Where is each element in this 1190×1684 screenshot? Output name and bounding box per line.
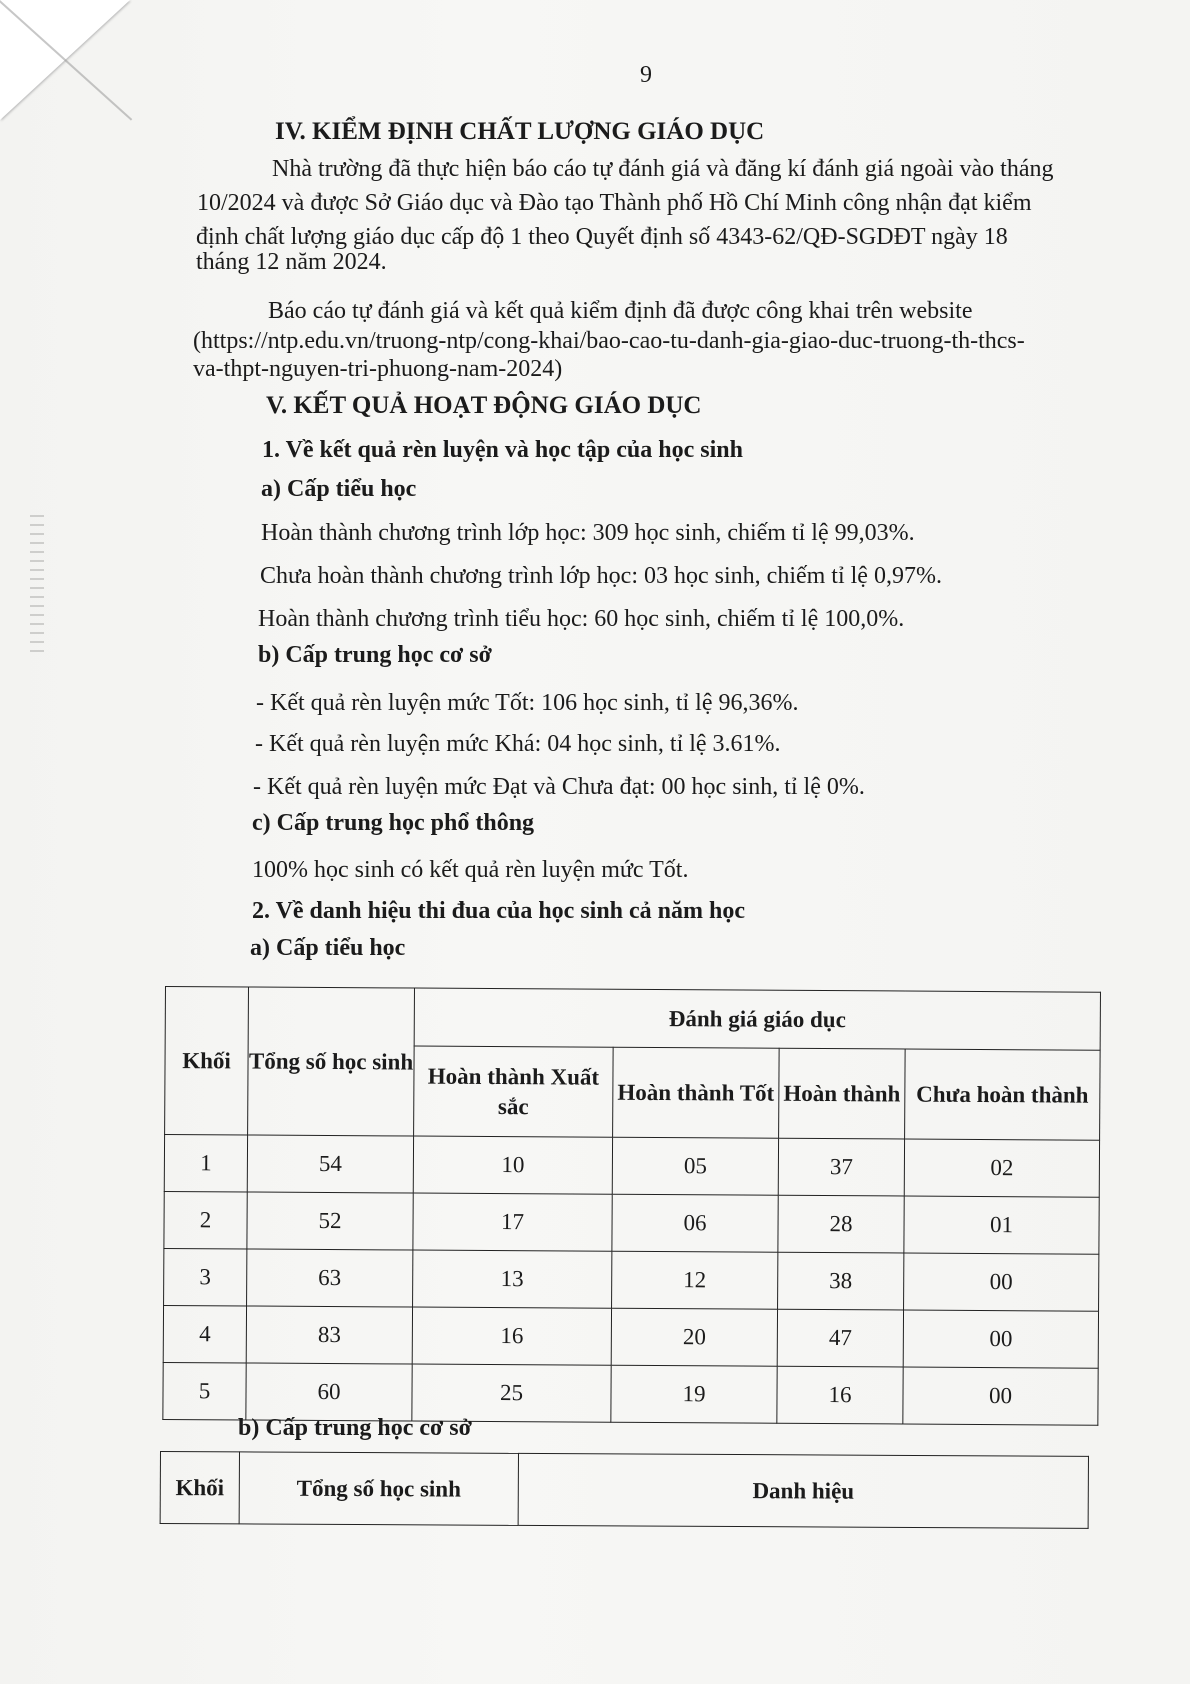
secondary-awards-table <box>160 1451 1089 1529</box>
cell-good: 19 <box>611 1365 777 1423</box>
cell-complete: 37 <box>778 1138 904 1196</box>
subsection-2a-heading: a) Cấp tiểu học <box>250 935 406 961</box>
cell-good: 05 <box>612 1137 778 1195</box>
cell-total: 54 <box>247 1135 413 1193</box>
cell-khoi: 2 <box>164 1191 247 1249</box>
cell-complete: 16 <box>777 1366 903 1424</box>
cell-good: 12 <box>612 1251 778 1309</box>
table-row <box>164 1248 1099 1311</box>
cell-khoi: 4 <box>163 1305 246 1363</box>
header-khoi: Khối <box>160 1452 239 1524</box>
cell-complete: 28 <box>778 1195 904 1253</box>
header-excellent: Hoàn thành Xuất sắc <box>414 1046 614 1137</box>
secondary-result-line3: - Kết quả rèn luyện mức Đạt và Chưa đạt: 00 học sinh, tỉ lệ 0%. <box>253 774 865 800</box>
cell-khoi: 3 <box>164 1248 247 1306</box>
cell-excellent: 16 <box>412 1307 611 1365</box>
header-khoi: Khối <box>165 987 249 1136</box>
cell-excellent: 25 <box>412 1364 611 1422</box>
high-school-result-line: 100% học sinh có kết quả rèn luyện mức Tốt. <box>252 857 689 883</box>
secondary-result-line1: - Kết quả rèn luyện mức Tốt: 106 học sinh, tỉ lệ 96,36%. <box>256 690 799 716</box>
section-iv-p1-line4: tháng 12 năm 2024. <box>196 249 387 275</box>
primary-awards-table <box>162 986 1101 1426</box>
section-iv-heading: IV. KIỂM ĐỊNH CHẤT LƯỢNG GIÁO DỤC <box>275 118 765 145</box>
subsection-1-heading: 1. Về kết quả rèn luyện và học tập của học sinh <box>262 437 743 463</box>
header-total-students: Tổng số học sinh <box>248 987 415 1136</box>
header-incomplete: Chưa hoàn thành <box>905 1049 1101 1140</box>
section-v-heading: V. KẾT QUẢ HOẠT ĐỘNG GIÁO DỤC <box>266 392 702 419</box>
cell-complete: 47 <box>777 1309 903 1367</box>
cell-khoi: 1 <box>164 1135 247 1193</box>
cell-excellent: 17 <box>413 1193 612 1251</box>
cell-khoi: 5 <box>163 1362 246 1420</box>
section-iv-p2-line3: va-thpt-nguyen-tri-phuong-nam-2024) <box>193 356 563 382</box>
header-good: Hoàn thành Tốt <box>613 1047 780 1138</box>
cell-good: 06 <box>612 1194 778 1252</box>
cell-incomplete: 00 <box>903 1367 1098 1425</box>
cell-incomplete: 00 <box>903 1310 1098 1368</box>
section-iv-p2-line2: (https://ntp.edu.vn/truong-ntp/cong-khai/bao-cao-tu-danh-gia-giao-duc-truong-th-thcs- <box>193 328 1025 354</box>
subsection-1b-heading: b) Cấp trung học cơ sở <box>258 642 492 668</box>
primary-result-line2: Chưa hoàn thành chương trình lớp học: 03 học sinh, chiếm tỉ lệ 0,97%. <box>260 563 942 589</box>
cell-good: 20 <box>611 1308 777 1366</box>
header-group-awards: Danh hiệu <box>518 1453 1088 1528</box>
binding-marks <box>30 515 44 655</box>
primary-result-line1: Hoàn thành chương trình lớp học: 309 học sinh, chiếm tỉ lệ 99,03%. <box>261 520 915 546</box>
cell-total: 52 <box>247 1192 413 1250</box>
header-complete: Hoàn thành <box>779 1048 906 1139</box>
primary-result-line3: Hoàn thành chương trình tiểu học: 60 học sinh, chiếm tỉ lệ 100,0%. <box>258 606 905 632</box>
subsection-2b-heading: b) Cấp trung học cơ sở <box>238 1415 472 1441</box>
table-row <box>163 1305 1098 1368</box>
header-total-students: Tổng số học sinh <box>239 1452 518 1525</box>
table-row <box>164 1191 1099 1254</box>
cell-total: 60 <box>246 1363 412 1421</box>
cell-incomplete: 01 <box>904 1196 1099 1254</box>
subsection-1c-heading: c) Cấp trung học phổ thông <box>252 810 535 836</box>
cell-total: 63 <box>247 1249 413 1307</box>
cell-incomplete: 00 <box>904 1253 1099 1311</box>
cell-excellent: 10 <box>413 1136 612 1194</box>
section-iv-p2-line1: Báo cáo tự đánh giá và kết quả kiểm định đã được công khai trên website <box>268 298 973 324</box>
page-number: 9 <box>640 62 652 88</box>
table-row <box>164 1135 1099 1198</box>
cell-total: 83 <box>246 1306 412 1364</box>
cell-complete: 38 <box>778 1252 904 1310</box>
cell-excellent: 13 <box>413 1250 612 1308</box>
secondary-result-line2: - Kết quả rèn luyện mức Khá: 04 học sinh, tỉ lệ 3.61%. <box>255 731 781 757</box>
section-iv-p1-line1: Nhà trường đã thực hiện báo cáo tự đánh giá và đăng kí đánh giá ngoài vào tháng <box>272 156 1054 182</box>
header-group-evaluation: Đánh giá giáo dục <box>414 988 1100 1050</box>
subsection-1a-heading: a) Cấp tiểu học <box>261 476 417 502</box>
section-iv-p1-line3: định chất lượng giáo dục cấp độ 1 theo Quyết định số 4343-62/QĐ-SGDĐT ngày 18 <box>196 224 1008 250</box>
subsection-2-heading: 2. Về danh hiệu thi đua của học sinh cả năm học <box>252 898 746 924</box>
section-iv-p1-line2: 10/2024 và được Sở Giáo dục và Đào tạo Thành phố Hồ Chí Minh công nhận đạt kiểm <box>197 190 1032 216</box>
cell-incomplete: 02 <box>904 1139 1099 1197</box>
